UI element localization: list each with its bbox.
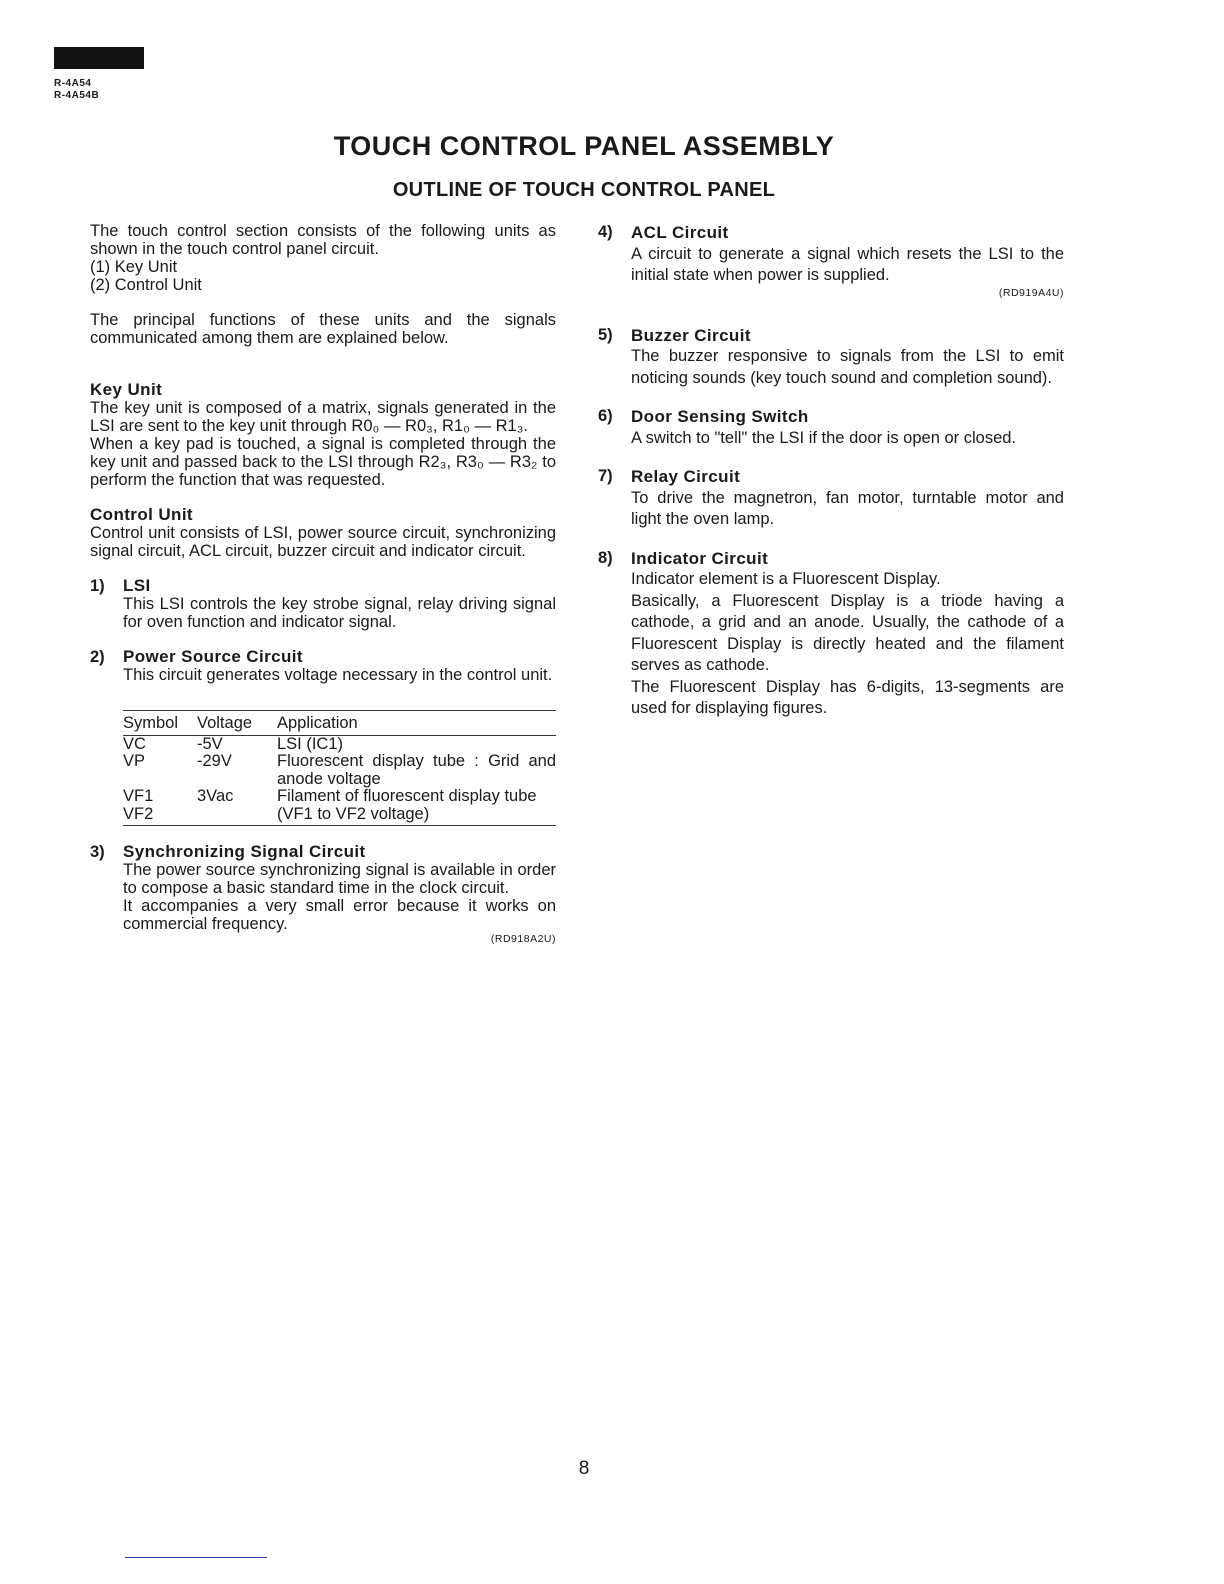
table-cell-symbol: VF1 <box>123 787 154 805</box>
item-text: A circuit to generate a signal which resets the LSI to the initial state when power is supplied. <box>631 244 1064 284</box>
item-number: 4) <box>598 223 613 241</box>
intro-item-key-unit: (1) Key Unit <box>90 258 178 276</box>
item-number: 5) <box>598 325 613 344</box>
table-row <box>123 735 556 753</box>
model-number: R-4A54 <box>54 78 92 89</box>
item-number: 8) <box>598 548 613 567</box>
section-title: OUTLINE OF TOUCH CONTROL PANEL <box>392 179 776 201</box>
page-number: 8 <box>578 1458 590 1479</box>
item-text: It accompanies a very small error because it works on commercial frequency. <box>123 897 556 933</box>
table-cell-voltage: -29V <box>197 752 232 770</box>
item-text: The Fluorescent Display has 6-digits, 13-segments are used for displaying figures. <box>631 677 1064 717</box>
intro-item-control-unit: (2) Control Unit <box>90 276 202 294</box>
item-text: This circuit generates voltage necessary in the control unit. <box>123 666 553 684</box>
table-row <box>123 806 556 826</box>
column-header-voltage: Voltage <box>197 711 277 736</box>
header-black-bar <box>54 47 144 69</box>
principal-paragraph: The principal functions of these units and the signals communicated among them are explained below. <box>90 311 556 347</box>
column-header-symbol: Symbol <box>123 711 197 736</box>
item-acl-circuit <box>598 222 1064 299</box>
key-unit-paragraph-1: The key unit is composed of a matrix, signals generated in the LSI are sent to the key unit through R0₀ — R0₃, R1₀ — R1₃. <box>90 399 556 435</box>
item-number: 6) <box>598 407 613 425</box>
item-buzzer-circuit <box>598 325 1064 390</box>
table-cell-symbol: VC <box>123 734 146 753</box>
key-unit-heading: Key Unit <box>90 380 163 399</box>
table-cell-symbol: VP <box>123 752 146 770</box>
item-heading: ACL Circuit <box>631 223 729 242</box>
page-title: TOUCH CONTROL PANEL ASSEMBLY <box>333 131 835 161</box>
item-number: 2) <box>90 648 105 666</box>
model-number-b: R-4A54B <box>54 90 100 101</box>
item-power-source <box>90 648 556 684</box>
table-cell-voltage <box>197 806 277 826</box>
footer-rule <box>125 1557 267 1558</box>
table-cell-symbol: VF2 <box>123 806 197 826</box>
table-row <box>123 788 556 806</box>
item-text: The power source synchronizing signal is available in order to compose a basic standard time in the clock circuit. <box>123 861 556 897</box>
item-text: This LSI controls the key strobe signal, relay driving signal for oven function and indicator signal. <box>123 595 556 631</box>
item-number: 3) <box>90 843 105 861</box>
table-row <box>123 753 556 788</box>
voltage-table <box>123 710 556 826</box>
item-text: A switch to "tell" the LSI if the door is open or closed. <box>631 428 1017 447</box>
table-cell-application: Fluorescent display tube : Grid and anode voltage <box>277 752 556 788</box>
control-unit-heading: Control Unit <box>90 505 193 524</box>
reference-code: (RD918A2U) <box>490 933 556 945</box>
item-door-sensing-switch <box>598 406 1064 449</box>
item-heading: Door Sensing Switch <box>631 407 809 426</box>
item-heading: Indicator Circuit <box>631 548 769 568</box>
item-synchronizing-signal <box>90 843 556 945</box>
reference-code: (RD919A4U) <box>998 286 1064 299</box>
table-cell-application: (VF1 to VF2 voltage) <box>277 806 556 826</box>
item-heading: Power Source Circuit <box>123 647 303 666</box>
item-relay-circuit <box>598 466 1064 531</box>
item-indicator-circuit <box>598 548 1064 720</box>
item-text: To drive the magnetron, fan motor, turntable motor and light the oven lamp. <box>631 488 1064 528</box>
key-unit-paragraph-2: When a key pad is touched, a signal is completed through the key unit and passed back to the LSI through R2₃, R3₀ — R3₂ to perform the function that was requested. <box>90 435 556 489</box>
table-cell-application: Filament of fluorescent display tube <box>277 787 537 805</box>
item-text: Indicator element is a Fluorescent Display. <box>631 570 941 588</box>
table-cell-voltage: -5V <box>197 734 223 753</box>
item-lsi <box>90 577 556 631</box>
item-heading: Synchronizing Signal Circuit <box>123 842 366 861</box>
item-heading: Buzzer Circuit <box>631 325 751 345</box>
item-text: Basically, a Fluorescent Display is a triode having a cathode, a grid and an anode. Usually, the cathode of a Fluorescent Display is directly heated and the filament serves as cathode. <box>631 591 1064 674</box>
item-number: 7) <box>598 467 613 485</box>
item-heading: Relay Circuit <box>631 467 741 486</box>
item-text: The buzzer responsive to signals from the LSI to emit noticing sounds (key touch sound and completion sound). <box>631 347 1064 387</box>
right-column <box>598 222 1064 720</box>
table-cell-application: LSI (IC1) <box>277 734 344 753</box>
table-header-row <box>123 711 556 736</box>
column-header-application: Application <box>277 711 556 736</box>
control-unit-paragraph: Control unit consists of LSI, power source circuit, synchronizing signal circuit, ACL circuit, buzzer circuit and indicator circuit. <box>90 524 556 560</box>
item-number: 1) <box>90 577 105 595</box>
left-column <box>90 222 556 945</box>
intro-paragraph: The touch control section consists of the following units as shown in the touch control panel circuit. <box>90 222 556 258</box>
table-cell-voltage: 3Vac <box>197 787 234 805</box>
item-heading: LSI <box>123 576 151 595</box>
